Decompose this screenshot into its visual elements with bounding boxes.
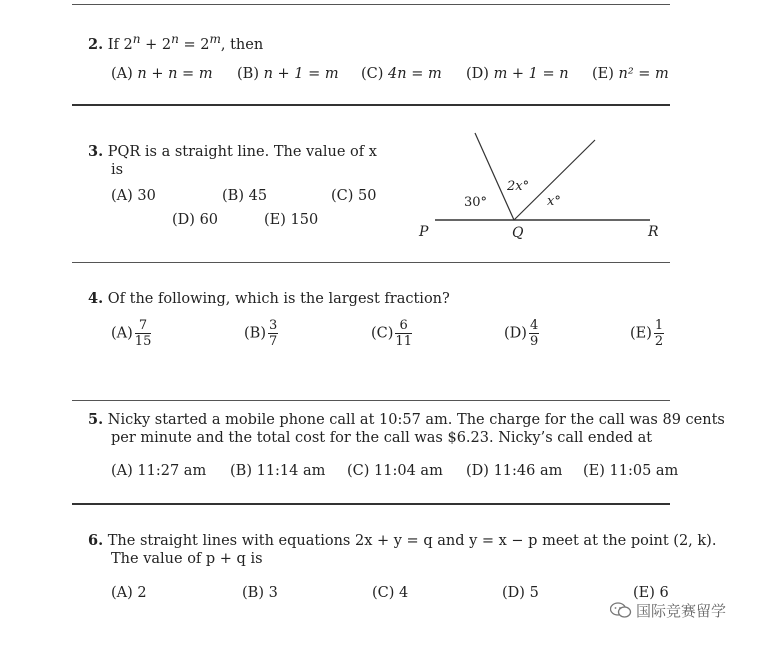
- question-number: 3.: [88, 143, 104, 160]
- divider: [72, 104, 670, 106]
- option-c[interactable]: (C) 4n = m: [361, 66, 442, 82]
- option-a[interactable]: (A) n + n = m: [111, 66, 213, 82]
- option-a[interactable]: (A) 30: [111, 188, 156, 204]
- divider: [72, 400, 670, 401]
- option-d[interactable]: (D) m + 1 = n: [466, 66, 569, 82]
- question-text: Of the following, which is the largest fraction?: [107, 291, 450, 307]
- question-number: 4.: [88, 290, 104, 307]
- question-text-line2: per minute and the total cost for the call was $6.23. Nicky’s call ended at: [111, 430, 653, 446]
- question-number: 2.: [88, 35, 104, 53]
- option-e[interactable]: (E) 150: [264, 212, 319, 228]
- option-d[interactable]: (D) 5: [502, 585, 539, 601]
- option-b[interactable]: (B) n + 1 = m: [237, 66, 339, 82]
- point-p-label: P: [419, 224, 429, 240]
- question-text-line1: PQR is a straight line. The value of x: [107, 144, 377, 160]
- angle-label-x: x°: [547, 194, 561, 209]
- question-text-line1: The straight lines with equations 2x + y = q and y = x − p meet at the point (2, k).: [107, 533, 717, 549]
- question-text: If $2^n + 2^n = 2^m$, then: [107, 32, 264, 53]
- question-number: 5.: [88, 411, 104, 428]
- option-e[interactable]: (E) 11:05 am: [583, 463, 679, 479]
- option-c[interactable]: (C) 4: [372, 585, 409, 601]
- question-text-line2: is: [111, 162, 124, 178]
- divider: [72, 262, 670, 263]
- option-b[interactable]: (B) $\frac{3}{7}$: [244, 318, 278, 349]
- question-2: [88, 30, 263, 55]
- point-q-label: Q: [512, 225, 524, 241]
- option-c[interactable]: (C) $\frac{6}{11}$: [371, 318, 412, 349]
- option-b[interactable]: (B) 3: [242, 585, 278, 601]
- option-a[interactable]: (A) 11:27 am: [111, 463, 207, 479]
- option-e[interactable]: (E) 6: [633, 585, 669, 601]
- angle-label-30: 30°: [464, 195, 488, 210]
- fraction: $\frac{1}{2}$: [654, 318, 664, 349]
- question-text-line1: Nicky started a mobile phone call at 10:57 am. The charge for the call was 89 cents: [107, 412, 725, 428]
- fraction: $\frac{4}{9}$: [529, 318, 539, 349]
- option-c[interactable]: (C) 11:04 am: [347, 463, 443, 479]
- option-a[interactable]: (A) $\frac{7}{15}$: [111, 318, 152, 349]
- option-a[interactable]: (A) 2: [111, 585, 147, 601]
- option-b[interactable]: (B) 45: [222, 188, 268, 204]
- divider: [72, 4, 670, 5]
- option-b[interactable]: (B) 11:14 am: [230, 463, 326, 479]
- fraction: $\frac{3}{7}$: [268, 318, 278, 349]
- option-d[interactable]: (D) $\frac{4}{9}$: [504, 318, 539, 349]
- option-d[interactable]: (D) 60: [172, 212, 219, 228]
- question-3: [88, 142, 377, 162]
- option-c[interactable]: (C) 50: [331, 188, 377, 204]
- question-5: [88, 410, 725, 430]
- option-e[interactable]: (E) n² = m: [592, 66, 669, 82]
- angle-label-2x: 2x°: [507, 179, 530, 194]
- question-6: [88, 531, 716, 551]
- wechat-icon: [610, 601, 632, 623]
- fraction: $\frac{6}{11}$: [395, 318, 412, 349]
- point-r-label: R: [648, 224, 659, 240]
- option-d[interactable]: (D) 11:46 am: [466, 463, 563, 479]
- option-e[interactable]: (E) $\frac{1}{2}$: [630, 318, 664, 349]
- watermark-text: 国际竞赛留学: [636, 602, 727, 620]
- question-number: 6.: [88, 532, 104, 549]
- divider: [72, 503, 670, 505]
- question-text-line2: The value of p + q is: [111, 551, 263, 567]
- question-4: [88, 289, 450, 309]
- watermark: [610, 600, 726, 623]
- angle-diagram: [410, 125, 680, 250]
- fraction: $\frac{7}{15}$: [134, 318, 152, 349]
